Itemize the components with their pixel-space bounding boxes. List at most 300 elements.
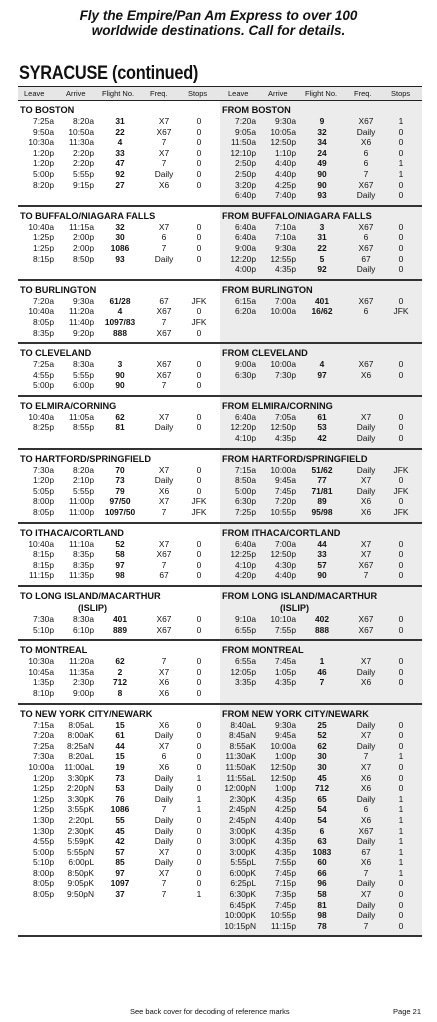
flight-row [18, 560, 220, 571]
arrive-time: 5:55pN [66, 846, 94, 857]
leave-time: 2:45pN [228, 814, 256, 825]
flight-number: 1086 [110, 242, 130, 253]
route-section [18, 101, 422, 207]
flight-row [220, 169, 422, 180]
stops: 1 [196, 772, 202, 783]
arrive-time: 4:30p [275, 559, 296, 570]
arrive-time: 1:00p [275, 783, 296, 794]
frequency: X67 [156, 359, 172, 370]
flight-number: 85 [115, 857, 125, 868]
arrive-time: 7:55p [275, 857, 296, 868]
flight-number: 51/62 [311, 464, 333, 475]
leave-time: 1:25p [33, 783, 54, 794]
leave-time: 3:00pK [229, 846, 256, 857]
flight-number: 27 [115, 179, 125, 190]
flight-row [18, 137, 220, 148]
arrive-time: 8:55p [73, 422, 94, 433]
leave-time: 6:45pK [229, 899, 256, 910]
frequency: X67 [358, 221, 374, 232]
flight-number: 8 [117, 687, 123, 698]
arrive-time: 11:05a [69, 411, 94, 422]
flight-number: 89 [317, 496, 327, 507]
flight-row [18, 889, 220, 900]
leave-time: 2:50p [235, 168, 256, 179]
flight-number: 45 [317, 772, 327, 783]
arrive-time: 10:55p [270, 507, 296, 518]
leave-time: 9:50a [33, 126, 54, 137]
flight-number: 81 [115, 422, 125, 433]
stops: 1 [398, 857, 404, 868]
flight-number: 25 [317, 719, 327, 730]
stops: 0 [196, 761, 202, 772]
stops: 0 [398, 264, 404, 275]
arrive-time: 12:50p [270, 761, 296, 772]
flight-row [220, 720, 422, 731]
flight-row [18, 539, 220, 550]
flight-number: 19 [115, 761, 125, 772]
frequency: 7 [363, 867, 369, 878]
frequency: X6 [158, 677, 170, 688]
frequency: X7 [360, 656, 372, 667]
leave-time: 11:50a [231, 137, 256, 148]
route-heading: TO BURLINGTON [20, 284, 97, 295]
arrive-time: 4:35p [275, 793, 296, 804]
flight-row [220, 116, 422, 127]
frequency: X6 [158, 485, 170, 496]
col-freq: Freq. [150, 89, 168, 98]
flight-row [220, 656, 422, 667]
stops: 1 [398, 158, 404, 169]
flight-row [220, 857, 422, 868]
flight-number: 73 [115, 772, 125, 783]
col-stops: Stops [391, 89, 411, 98]
stops: 1 [398, 804, 404, 815]
flight-row [220, 222, 422, 233]
leave-time: 9:05a [235, 126, 256, 137]
arrive-time: 1:10p [275, 147, 296, 158]
arrive-time: 7:05a [275, 411, 296, 422]
stops: 0 [398, 295, 404, 306]
stops: 1 [398, 825, 404, 836]
flight-row [18, 868, 220, 879]
frequency: X7 [158, 538, 170, 549]
arrive-time: 12:55p [270, 253, 296, 264]
flight-row [18, 380, 220, 391]
stops: 0 [196, 857, 202, 868]
flight-number: 888 [315, 624, 329, 635]
leave-time: 12:00pN [224, 783, 256, 794]
footer-note: See back cover for decoding of reference marks [130, 1007, 290, 1016]
arrive-time: 4:35p [275, 433, 296, 444]
stops: 0 [398, 772, 404, 783]
frequency: Daily [356, 264, 376, 275]
stops: 0 [196, 656, 202, 667]
frequency: Daily [356, 666, 376, 677]
arrive-time: 2:00p [73, 232, 94, 243]
flight-number: 47 [115, 158, 125, 169]
flight-number: 3 [319, 221, 325, 232]
flight-row [220, 625, 422, 636]
flight-number: 53 [115, 783, 125, 794]
leave-time: 7:20a [235, 116, 256, 126]
flight-row [18, 359, 220, 370]
stops: 0 [398, 899, 404, 910]
arrive-time: 11:00p [69, 496, 94, 507]
flight-row [18, 180, 220, 191]
arrive-time: 7:45p [275, 867, 296, 878]
frequency: Daily [356, 740, 376, 751]
stops: 0 [196, 814, 202, 825]
frequency: X6 [360, 814, 372, 825]
leave-time: 1:25p [33, 793, 54, 804]
arrive-time: 11:20a [69, 656, 94, 667]
to-route-block [18, 524, 220, 585]
flight-number: 4 [117, 306, 123, 317]
frequency: Daily [356, 836, 376, 847]
from-route-block [220, 524, 422, 585]
leave-time: 5:00p [33, 168, 54, 179]
route-heading: TO CLEVELAND [20, 348, 92, 359]
leave-time: 10:45a [28, 666, 54, 677]
flight-number: 34 [317, 137, 327, 148]
to-route-block [18, 705, 220, 936]
frequency: X6 [360, 677, 372, 688]
leave-time: 1:30p [33, 814, 54, 825]
stops: 0 [398, 656, 404, 667]
leave-time: 10:40a [28, 538, 54, 549]
frequency: Daily [356, 422, 376, 433]
flight-number: 60 [317, 857, 327, 868]
arrive-time: 8:50p [73, 253, 94, 264]
flight-number: 90 [115, 369, 125, 380]
from-route-block [220, 344, 422, 395]
arrive-time: 3:55pK [67, 804, 94, 815]
flight-number: 71/81 [311, 485, 333, 496]
arrive-time: 8:30a [73, 614, 94, 624]
flight-row [18, 158, 220, 169]
flight-number: 15 [115, 719, 125, 730]
arrive-time: 10:50a [68, 126, 94, 137]
arrive-time: 9:30a [275, 719, 296, 730]
flight-number: 402 [315, 614, 329, 624]
route-heading: FROM NEW YORK CITY/NEWARK [222, 708, 369, 719]
stops: 0 [398, 666, 404, 677]
arrive-time: 4:40p [275, 570, 296, 581]
leave-time: 5:00p [33, 846, 54, 857]
arrive-time: 2:20pL [68, 814, 94, 825]
frequency: Daily [356, 899, 376, 910]
route-heading: TO NEW YORK CITY/NEWARK [20, 708, 153, 719]
arrive-time: 5:59pK [67, 836, 94, 847]
stops: JFK [191, 316, 207, 327]
leave-time: 2:45pN [228, 804, 256, 815]
stops: 0 [398, 549, 404, 560]
arrive-time: 9:15p [73, 179, 94, 190]
leave-time: 4:10p [235, 559, 256, 570]
leave-time: 1:25p [33, 804, 54, 815]
stops: 0 [398, 719, 404, 730]
flight-row [18, 720, 220, 731]
leave-time: 8:10p [33, 687, 54, 698]
flight-row [18, 232, 220, 243]
stops: 0 [398, 126, 404, 137]
col-arrive: Arrive [66, 89, 86, 98]
leave-time: 5:55pL [230, 857, 256, 868]
leave-time: 5:05p [33, 485, 54, 496]
leave-time: 7:15a [33, 719, 54, 730]
arrive-time: 7:45p [275, 485, 296, 496]
stops: 0 [196, 485, 202, 496]
frequency: X67 [358, 179, 374, 190]
flight-number: 61/28 [109, 295, 131, 306]
flight-number: 24 [317, 147, 327, 158]
leave-time: 12:25p [230, 549, 256, 560]
leave-time: 1:20p [33, 147, 54, 158]
frequency: Daily [154, 814, 174, 825]
arrive-time: 8:35p [73, 549, 94, 560]
arrive-time: 11:15p [271, 920, 296, 931]
stops: JFK [393, 306, 409, 317]
frequency: X7 [158, 464, 170, 475]
flight-row [220, 677, 422, 688]
flight-number: 1097/50 [104, 507, 136, 518]
flight-number: 97 [115, 559, 125, 570]
frequency: Daily [356, 126, 376, 137]
flight-row [220, 741, 422, 752]
stops: 1 [196, 889, 202, 900]
flight-number: 4 [117, 137, 123, 148]
flight-row [18, 169, 220, 180]
stops: 0 [398, 614, 404, 624]
flight-row [18, 412, 220, 423]
flight-row [220, 730, 422, 741]
stops: 0 [398, 411, 404, 422]
flight-number: 57 [115, 846, 125, 857]
frequency: X67 [358, 116, 374, 126]
frequency: X7 [360, 889, 372, 900]
stops: 0 [196, 836, 202, 847]
flight-number: 90 [115, 380, 125, 391]
frequency: 6 [363, 158, 369, 169]
stops: 0 [196, 570, 202, 581]
leave-time: 8:05p [33, 507, 54, 518]
arrive-time: 7:15p [275, 878, 296, 889]
arrive-time: 9:30a [275, 116, 296, 126]
flight-row [18, 857, 220, 868]
flight-number: 888 [113, 327, 127, 338]
frequency: X7 [360, 761, 372, 772]
flight-row [220, 190, 422, 201]
flight-row [220, 232, 422, 243]
flight-row [220, 773, 422, 784]
route-heading: TO ELMIRA/CORNING [20, 400, 117, 411]
flight-number: 90 [317, 168, 327, 179]
frequency: Daily [356, 433, 376, 444]
flight-number: 1083 [312, 846, 332, 857]
from-route-block [220, 587, 422, 639]
frequency: X6 [360, 507, 372, 518]
leave-time: 11:15p [29, 570, 54, 581]
stops: 0 [196, 179, 202, 190]
route-section [18, 207, 422, 281]
flight-row [220, 539, 422, 550]
flight-number: 16/62 [311, 306, 333, 317]
flight-row [18, 625, 220, 636]
arrive-time: 4:40p [275, 168, 296, 179]
stops: 0 [196, 327, 202, 338]
frequency: 7 [161, 889, 167, 900]
frequency: 7 [363, 168, 369, 179]
leave-time: 3:00pK [229, 836, 256, 847]
arrive-time: 5:55p [73, 485, 94, 496]
arrive-time: 7:00a [275, 295, 296, 306]
flight-row [220, 433, 422, 444]
promo-line-2: worldwide destinations. Call for details. [91, 23, 346, 38]
arrive-time: 8:20aL [68, 751, 94, 762]
flight-number: 76 [115, 793, 125, 804]
stops: 0 [196, 147, 202, 158]
flight-number: 63 [317, 836, 327, 847]
arrive-time: 10:00a [270, 359, 296, 370]
frequency: X6 [158, 719, 170, 730]
from-route-block [220, 281, 422, 342]
flight-number: 98 [115, 570, 125, 581]
flight-row [18, 243, 220, 254]
stops: 0 [398, 538, 404, 549]
flight-row [18, 222, 220, 233]
leave-time: 8:15p [33, 549, 54, 560]
route-section [18, 705, 422, 938]
arrive-time: 11:40p [69, 316, 94, 327]
flight-row [220, 868, 422, 879]
to-route-block [18, 101, 220, 205]
flight-number: 1 [319, 656, 325, 667]
stops: 0 [398, 496, 404, 507]
frequency: X6 [360, 496, 372, 507]
flight-row [220, 306, 422, 317]
flight-number: 62 [115, 656, 125, 667]
leave-time: 8:15p [33, 559, 54, 570]
flight-number: 4 [319, 359, 325, 370]
frequency: Daily [154, 168, 174, 179]
frequency: Daily [356, 190, 376, 201]
stops: 0 [196, 825, 202, 836]
flight-row [18, 826, 220, 837]
arrive-time: 8:20a [73, 464, 94, 475]
leave-time: 9:00a [235, 359, 256, 370]
frequency: 6 [161, 232, 167, 243]
stops: JFK [393, 464, 409, 475]
flight-row [220, 847, 422, 858]
arrive-time: 7:20p [275, 496, 296, 507]
flight-number: 77 [317, 475, 327, 486]
stops: 0 [196, 464, 202, 475]
stops: 0 [196, 878, 202, 889]
from-route-block [220, 450, 422, 522]
flight-number: 65 [317, 793, 327, 804]
arrive-time: 5:55p [73, 168, 94, 179]
frequency: Daily [356, 793, 376, 804]
leave-time: 4:00p [235, 264, 256, 275]
flight-row [18, 116, 220, 127]
flight-number: 55 [115, 814, 125, 825]
leave-time: 7:20a [33, 730, 54, 741]
stops: 0 [196, 232, 202, 243]
leave-time: 10:30a [28, 137, 54, 148]
arrive-time: 4:40p [275, 814, 296, 825]
leave-time: 6:25pL [230, 878, 256, 889]
leave-time: 12:10p [230, 147, 256, 158]
frequency: Daily [154, 422, 174, 433]
leave-time: 11:30aK [225, 751, 256, 762]
flight-number: 97 [317, 369, 327, 380]
flight-row [18, 677, 220, 688]
frequency: X7 [158, 666, 170, 677]
flight-number: 401 [113, 614, 127, 624]
arrive-time: 4:35p [275, 836, 296, 847]
frequency: 6 [363, 232, 369, 243]
frequency: 67 [361, 846, 371, 857]
frequency: X67 [156, 614, 172, 624]
leave-time: 5:10p [33, 624, 54, 635]
arrive-time: 11:15a [69, 221, 94, 232]
leave-time: 5:00p [235, 485, 256, 496]
leave-time: 6:55a [235, 656, 256, 667]
flight-row [220, 878, 422, 889]
arrive-time: 2:20pN [66, 783, 94, 794]
flight-row [220, 614, 422, 625]
stops: 0 [398, 422, 404, 433]
flight-row [18, 328, 220, 339]
leave-time: 10:15pN [224, 920, 256, 931]
arrive-time: 2:30pK [67, 825, 94, 836]
frequency: 67 [159, 295, 169, 306]
flight-number: 92 [115, 168, 125, 179]
leave-time: 12:20p [230, 253, 256, 264]
flight-number: 54 [317, 814, 327, 825]
route-heading: TO MONTREAL [20, 645, 88, 656]
flight-row [220, 264, 422, 275]
route-section [18, 641, 422, 704]
arrive-time: 9:30a [275, 242, 296, 253]
leave-time: 9:00a [235, 242, 256, 253]
frequency: 6 [363, 306, 369, 317]
flight-number: 46 [317, 666, 327, 677]
leave-time: 10:00pK [224, 910, 256, 921]
frequency: 7 [161, 158, 167, 169]
frequency: Daily [356, 719, 376, 730]
leave-time: 7:25p [235, 507, 256, 518]
col-flight: Flight No. [305, 89, 338, 98]
arrive-time: 9:50pN [66, 889, 94, 900]
leave-time: 10:40a [28, 411, 54, 422]
leave-time: 7:30a [33, 614, 54, 624]
arrive-time: 7:35p [275, 889, 296, 900]
arrive-time: 7:30p [275, 369, 296, 380]
flight-row [220, 243, 422, 254]
flight-row [220, 549, 422, 560]
arrive-time: 2:30p [73, 677, 94, 688]
flight-row [18, 773, 220, 784]
flight-number: 42 [115, 836, 125, 847]
flight-row [220, 794, 422, 805]
route-heading: FROM LONG ISLAND/MACARTHUR [222, 591, 378, 601]
frequency: Daily [356, 464, 376, 475]
arrive-time: 11:00aL [64, 761, 94, 772]
flight-number: 31 [115, 116, 125, 126]
stops: 0 [196, 422, 202, 433]
from-route-block [220, 101, 422, 205]
